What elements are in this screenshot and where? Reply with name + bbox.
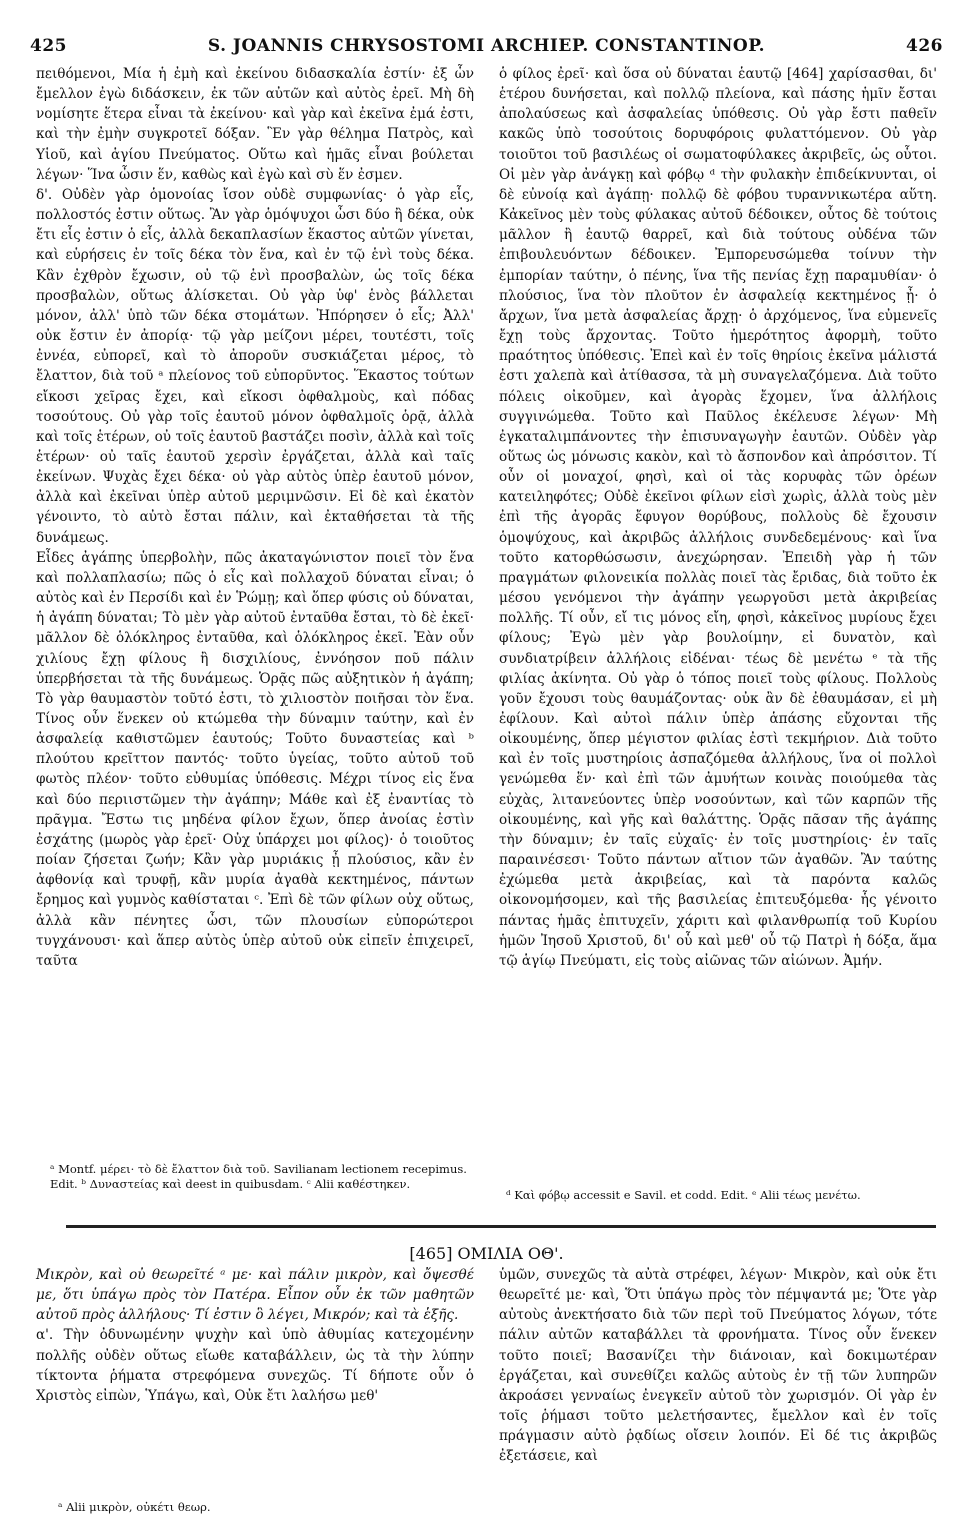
page-number-left: 425 bbox=[30, 36, 67, 56]
page-number-right: 426 bbox=[906, 36, 943, 56]
column-bottom-right bbox=[499, 1265, 937, 1467]
footnote: ᵃ Montf. μέρει· τὸ δὲ ἔλαττον διὰ τοῦ. Savilianam lectionem recepimus. Edit. ᵇ Δυναστείας καὶ deest in quibusdam. ᶜ Alii καθέστηκεν. bbox=[50, 1162, 467, 1191]
homily-title: [465] ΟΜΙΛΙΑ ΟΘ'. bbox=[409, 1244, 564, 1263]
footnotes-top-left bbox=[50, 1162, 470, 1191]
footnotes-bottom-left bbox=[58, 1500, 478, 1515]
column-top-left bbox=[36, 64, 474, 971]
section-divider bbox=[66, 1225, 936, 1228]
column-top-right bbox=[499, 64, 937, 971]
running-head bbox=[30, 36, 943, 60]
column-bottom-left bbox=[36, 1265, 474, 1406]
footnotes-top-right bbox=[506, 1188, 938, 1203]
paragraph: πειθόμενοι, Μία ἡ ἐμὴ καὶ ἐκείνου διδασκαλία ἐστίν· ἐξ ὧν ἔμελλον ἐγὼ διδάσκειν, ἐκ τῶν αὐτῶν καὶ αὐτὸς ἐρεῖ. Μὴ δὴ νομίσητε ἕτερα εἶναι τὰ ἐκείνου· καὶ γὰρ καὶ ἐκεῖνα ἐμά ἐστι, καὶ τὴν ἐμὴν συγκροτεῖ δόξαν. Ἓν γὰρ θέλημα Πατρὸς, καὶ Υἱοῦ, καὶ ἁγίου Πνεύματος. Οὕτω καὶ ἡμᾶς εἶναι βούλεται λέγων· Ἵνα ὦσιν ἕν, καθὼς καὶ ἐγὼ καὶ σὺ ἕν ἐσμεν. bbox=[36, 66, 474, 183]
paragraph: ὑμῶν, συνεχῶς τὰ αὐτὰ στρέφει, λέγων· Μικρὸν, καὶ οὐκ ἔτι θεωρεῖτέ με· καὶ, Ὅτι ὑπάγω πρὸς τὸν πέμψαντά με; Ὅτε γὰρ αὐτοὺς ἀνεκτήσατο διὰ τῶν περὶ τοῦ Πνεύματος λόγων, τότε πάλιν αὐτῶν καταβάλλει τὰ φρονήματα. Τίνος οὖν ἕνεκεν τοῦτο ποιεῖ; Βασανίζει τὴν διάνοιαν, καὶ δοκιμωτέραν ἐργάζεται, καὶ συνεθίζει καλῶς αὐτοὺς ἐν τῇ τῶν λυπηρῶν ἀκροάσει γενναίως ἐνεγκεῖν αὐτοῦ τὸν χωρισμόν. Οἱ γὰρ ἐν τοῖς ῥήμασι τοῦτο μελετήσαντες, ἔμελλον καὶ ἐν τοῖς πράγμασιν αὐτὸ ῥᾳδίως οἴσειν λοιπόν. Εἰ δέ τις ἀκριβῶς ἐξετάσειε, καὶ bbox=[499, 1267, 937, 1465]
footnote: ᵈ Καὶ φόβῳ accessit e Savil. et codd. Edit. ᵉ Alii τέως μενέτω. bbox=[506, 1188, 861, 1202]
footnote: ᵃ Alii μικρὸν, οὐκέτι θεωρ. bbox=[58, 1500, 211, 1514]
paragraph: Εἶδες ἀγάπης ὑπερβολὴν, πῶς ἀκαταγώνιστον ποιεῖ τὸν ἕνα καὶ πολλαπλασίω; πῶς ὁ εἷς καὶ πολλαχοῦ δύναται εἶναι; ὁ αὐτὸς καὶ ἐν Περσίδι καὶ ἐν Ῥώμῃ; καὶ ὅπερ φύσις οὐ δύναται, ἡ ἀγάπη δύναται; Τὸ μὲν γὰρ αὐτοῦ ἐνταῦθα ἔσται, τὸ δὲ ἐκεῖ· μᾶλλον δὲ ὁλόκληρος ἐνταῦθα, καὶ ὁλόκληρος ἐκεῖ. Ἐὰν οὖν χιλίους ἔχῃ φίλους ἢ δισχιλίους, ἐννόησον ποῦ πάλιν ὑπερβήσεται τὰ τῆς δυνάμεως. Ὁρᾷς πῶς αὐξητικὸν ἡ ἀγάπη; Τὸ γὰρ θαυμαστὸν τοῦτό ἐστι, τὸ χιλιοστὸν ποιῆσαι τὸν ἕνα. Τίνος οὖν ἕνεκεν οὐ κτώμεθα τὴν δύναμιν ταύτην, καὶ ἐν ἀσφαλείᾳ καθιστῶμεν ἑαυτούς; Τοῦτο δυναστείας καὶ ᵇ πλούτου κρεῖττον παντός· τοῦτο ὑγείας, τοῦτο αὐτοῦ τοῦ φωτὸς πλέον· τοῦτο εὐθυμίας ὑπόθεσις. Μέχρι τίνος εἰς ἕνα καὶ δύο περιιστῶμεν τὴν ἀγάπην; Μάθε καὶ ἐξ ἐναντίας τὸ πρᾶγμα. Ἔστω τις μηδένα φίλον ἔχων, ὅπερ ἀνοίας ἐστὶν ἐσχάτης (μωρὸς γὰρ ἐρεῖ· Οὐχ ὑπάρχει μοι φίλος)· ὁ τοιοῦτος ποίαν ζήσεται ζωήν; Κἂν γὰρ μυριάκις ᾖ πλούσιος, κἂν ἐν ἀφθονίᾳ καὶ τρυφῇ, κἂν μυρία ἀγαθὰ κεκτημένος, πάντων ἔρημος καὶ γυμνὸς καθίσταται ᶜ. Ἐπὶ δὲ τῶν φίλων οὐχ οὕτως, ἀλλὰ κἂν πένητες ὦσι, τῶν πλουσίων εὐπορώτεροι τυγχάνουσι· καὶ ἅπερ αὐτὸς ὑπὲρ αὐτοῦ οὐκ εἰπεῖν ἐπιχειρεῖ, ταῦτα bbox=[36, 549, 474, 969]
paragraph: ὁ φίλος ἐρεῖ· καὶ ὅσα οὐ δύναται ἑαυτῷ [464] χαρίσασθαι, δι' ἑτέρου δυνήσεται, καὶ πολλῷ πλείονα, καὶ πάσης ἡμῖν ἔσται ἀπολαύσεως καὶ ἀσφαλείας ὑπόθεσις. Οὐ γὰρ ἔστι παθεῖν κακῶς ὑπὸ τοσούτοις δορυφόροις φυλαττόμενον. Οὐ γὰρ τοιοῦτοι τοῦ βασιλέως οἱ σωματοφύλακες ἀκριβεῖς, ὡς οὗτοι. Οἱ μὲν γὰρ ἀνάγκῃ καὶ φόβῳ ᵈ τὴν φυλακὴν ἐπιδείκνυνται, οἱ δὲ εὐνοίᾳ καὶ ἀγάπῃ· πολλῷ δὲ φόβου τυραννικωτέρα αὕτη. Κἀκεῖνος μὲν τοὺς φύλακας αὐτοῦ δέδοικεν, οὗτος δὲ τούτοις μᾶλλον ἢ ἑαυτῷ θαρρεῖ, καὶ διὰ τούτους οὐδένα τῶν ἐπιβουλευόντων δέδοικεν. Ἐμπορευσώμεθα τοίνυν τὴν ἐμπορίαν ταύτην, ὁ πένης, ἵνα τῆς πενίας ἔχῃ παραμυθίαν· ὁ πλούσιος, ἵνα τὸν πλοῦτον ἐν ἀσφαλείᾳ κεκτημένος ᾖ· ὁ ἄρχων, ἵνα μετὰ ἀσφαλείας ἄρχῃ· ὁ ἀρχόμενος, ἵνα εὐμενεῖς ἔχῃ τοὺς ἄρχοντας. Τοῦτο ἡμερότητος ἀφορμὴ, τοῦτο πραότητος ὑπόθεσις. Ἐπεὶ καὶ ἐν τοῖς θηρίοις ἐκεῖνα μάλιστά ἐστι χαλεπὰ καὶ ἀτίθασσα, τὰ μὴ συναγελαζόμενα. Διὰ τοῦτο πόλεις οἰκοῦμεν, καὶ ἀγορὰς ἔχομεν, ἵνα ἀλλήλοις συγγινώμεθα. Τοῦτο καὶ Παῦλος ἐκέλευσε λέγων· Μὴ ἐγκαταλιμπάνοντες τὴν ἐπισυναγωγὴν ἑαυτῶν. Οὐδὲν γὰρ οὕτως ὡς μόνωσις κακὸν, καὶ τὸ ἄσπονδον καὶ ἀπρόσιτον. Τί οὖν οἱ μοναχοί, φησὶ, καὶ οἱ τὰς κορυφὰς τῶν ὀρέων κατειληφότες; Οὐδὲ ἐκεῖνοι φίλων εἰσὶ χωρὶς, ἀλλὰ τοὺς μὲν ἐπὶ τῆς ἀγορᾶς ἔφυγον θορύβους, πολλοὺς δὲ ἔχουσιν ὁμοψύχους, καὶ ἀκριβῶς ἀλλήλοις συνδεδεμένους· καὶ ἵνα τοῦτο κατορθώσωσιν, ἀνεχώρησαν. Ἐπειδὴ γὰρ ἡ τῶν πραγμάτων φιλονεικία πολλὰς ποιεῖ τὰς ἔριδας, διὰ τοῦτο ἐκ μέσου γενόμενοι τὴν ἀγάπην γεωργοῦσι μετὰ ἀκριβείας πολλῆς. Τί οὖν, εἴ τις μόνος εἴη, φησὶ, κἀκεῖνος μυρίους ἔχει φίλους; Ἐγὼ μὲν γὰρ βουλοίμην, εἰ δυνατὸν, καὶ συνδιατρίβειν ἀλλήλοις εἰδέναι· τέως δὲ μενέτω ᵉ τὰ τῆς φιλίας ἀκίνητα. Οὐ γὰρ ὁ τόπος ποιεῖ τοὺς φίλους. Πολλοὺς γοῦν ἔχουσι τοὺς θαυμάζοντας· οὐκ ἂν δὲ ἐθαυμάσαν, εἰ μὴ ἐφίλουν. Καὶ αὐτοὶ πάλιν ὑπὲρ ἁπάσης εὔχονται τῆς οἰκουμένης, ὅπερ μέγιστον φιλίας ἐστὶ τεκμήριον. Διὰ τοῦτο καὶ ἐν τοῖς μυστηρίοις ἀσπαζόμεθα ἀλλήλους, ἵνα οἱ πολλοὶ γενώμεθα ἕν· καὶ ἐπὶ τῶν ἀμυήτων κοινὰς ποιούμεθα τὰς εὐχὰς, λιτανεύοντες ὑπὲρ νοσούντων, καὶ τῶν καρπῶν τῆς οἰκουμένης, καὶ γῆς καὶ θαλάττης. Ὁρᾷς πᾶσαν τῆς ἀγάπης τὴν δύναμιν; ἐν ταῖς εὐχαῖς· ἐν τοῖς μυστηρίοις· ἐν ταῖς παραινέσεσι· Τοῦτο πάντων αἴτιον τῶν ἀγαθῶν. Ἂν ταύτης ἐχώμεθα μετὰ ἀκριβείας, καὶ τὰ παρόντα καλῶς οἰκονομήσομεν, καὶ τῆς βασιλείας ἐπιτευξόμεθα· ἧς γένοιτο πάντας ἡμᾶς ἐπιτυχεῖν, χάριτι καὶ φιλανθρωπίᾳ τοῦ Κυρίου ἡμῶν Ἰησοῦ Χριστοῦ, δι' οὗ καὶ μεθ' οὗ τῷ Πατρὶ ἡ δόξα, ἅμα τῷ ἁγίῳ Πνεύματι, εἰς τοὺς αἰῶνας τῶν αἰώνων. Ἀμήν. bbox=[499, 66, 937, 969]
paragraph: α'. Τὴν ὀδυνωμένην ψυχὴν καὶ ὑπὸ ἀθυμίας κατεχομένην πολλῆς οὐδὲν οὕτως εἴωθε καταβάλλειν, ὡς τὰ τὴν λύπην τίκτοντα ῥήματα στρεφόμενα συνεχῶς. Τί δήποτε οὖν ὁ Χριστὸς εἰπὼν, Ὑπάγω, καὶ, Οὐκ ἔτι λαλήσω μεθ' bbox=[36, 1327, 474, 1404]
running-title: S. JOANNIS CHRYSOSTOMI ARCHIEP. CONSTANTINOP. bbox=[207, 36, 766, 56]
scripture-quote: Μικρὸν, καὶ οὐ θεωρεῖτέ ᵃ με· καὶ πάλιν μικρὸν, καὶ ὄψεσθέ με, ὅτι ὑπάγω πρὸς τὸν Πατέρα. Εἶπον οὖν ἐκ τῶν μαθητῶν αὐτοῦ πρὸς ἀλλήλους· Τί ἐστιν ὃ λέγει, Μικρόν; καὶ τὰ ἑξῆς. bbox=[36, 1267, 474, 1324]
paragraph: δ'. Οὐδὲν γὰρ ὁμονοίας ἴσον οὐδὲ συμφωνίας· ὁ γὰρ εἷς, πολλοστός ἐστιν οὕτως. Ἂν γὰρ ὁμόψυχοι ὦσι δύο ἢ δέκα, οὐκ ἔτι εἷς ἐστιν ὁ εἷς, ἀλλὰ δεκαπλασίων ἕκαστος αὐτῶν γίνεται, καὶ εὑρήσεις ἐν τοῖς δέκα τὸν ἕνα, καὶ ἐν τῷ ἑνὶ τοὺς δέκα. Κἂν ἐχθρὸν ἔχωσιν, οὐ τῷ ἑνὶ προσβαλὼν, ὡς τοῖς δέκα προσβαλὼν, οὕτως ἁλίσκεται. Οὐ γὰρ ὑφ' ἑνὸς βάλλεται μόνον, ἀλλ' ὑπὸ τῶν δέκα στομάτων. Ἠπόρησεν ὁ εἷς; Ἀλλ' οὐκ ἔστιν ἐν ἀπορίᾳ· τῷ γὰρ μείζονι μέρει, τουτέστι, τοῖς ἐννέα, εὐπορεῖ, καὶ τὸ ἀποροῦν συσκιάζεται μέρος, τὸ ἔλαττον, διὰ τοῦ ᵃ πλείονος τοῦ εὐπορῦντος. Ἕκαστος τούτων εἴκοσι χεῖρας ἔχει, καὶ εἴκοσι ὀφθαλμοὺς, καὶ πόδας τοσούτους. Οὐ γὰρ τοῖς ἑαυτοῦ μόνον ὀφθαλμοῖς ὁρᾷ, ἀλλὰ καὶ τοῖς ἑτέρων, οὐ τοῖς ἑαυτοῦ βαστάζει ποσὶν, ἀλλὰ καὶ τοῖς ἑτέρων· οὐ ταῖς ἑαυτοῦ χερσὶν ἐργάζεται, ἀλλὰ καὶ ταῖς ἐκείνων. Ψυχὰς ἔχει δέκα· οὐ γὰρ αὐτὸς ὑπὲρ ἑαυτοῦ μόνον, ἀλλὰ καὶ ἐκεῖναι ὑπὲρ αὐτοῦ μεριμνῶσιν. Εἰ δὲ καὶ ἑκατὸν γένοιντο, τὸ αὐτὸ ἔσται πάλιν, καὶ ἐκταθήσεται τὰ τῆς δυνάμεως. bbox=[36, 186, 474, 546]
